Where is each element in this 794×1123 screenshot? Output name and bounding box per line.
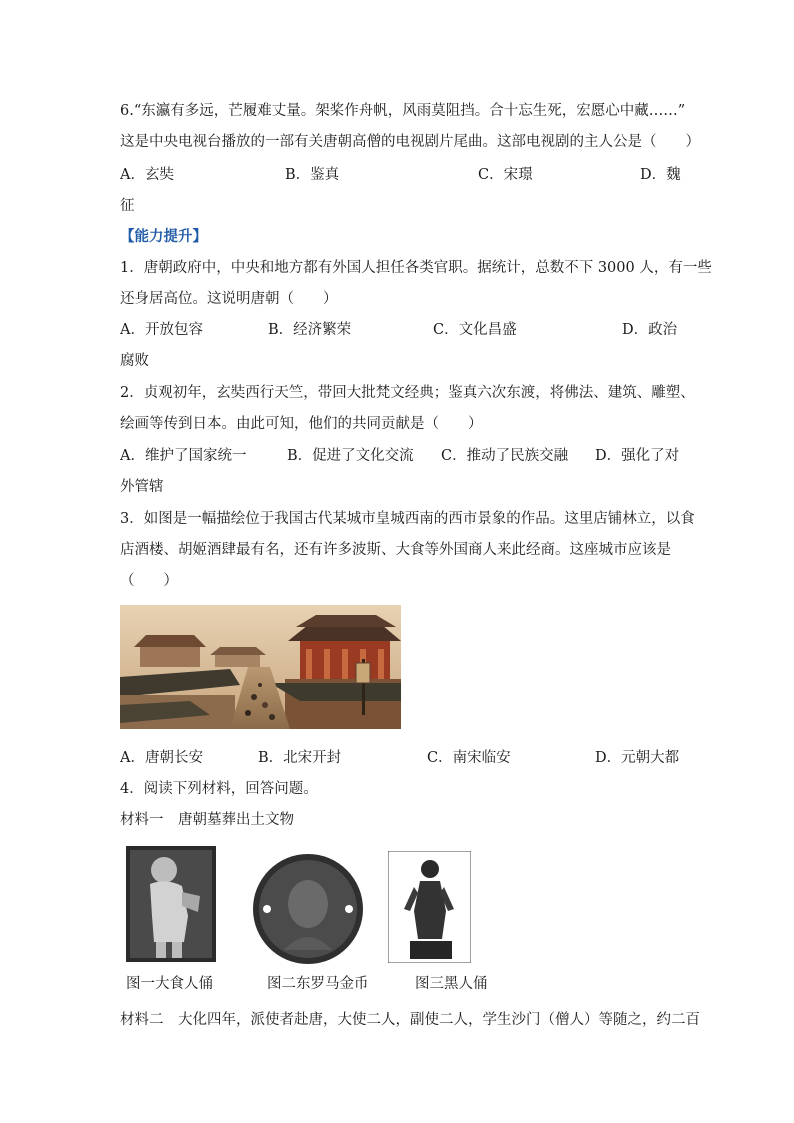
figure2-caption: 图二东罗马金币 [267, 976, 369, 992]
q1-stem-line1: 1．唐朝政府中，中央和地方都有外国人担任各类官职。据统计，总数不下 3000 人，有一些 [120, 260, 712, 276]
west-market-painting [120, 605, 401, 729]
q4-stem: 4．阅读下列材料，回答问题。 [120, 781, 318, 797]
q6-stem-line1: 6.“东瀛有多远，芒履难丈量。架桨作舟帆，风雨莫阻挡。合十忘生死，宏愿心中藏……” [120, 103, 686, 119]
q2-option-b: B．促进了文化交流 [287, 448, 414, 464]
q6-option-a: A．玄奘 [120, 167, 174, 183]
q3-option-c: C．南宋临安 [427, 750, 511, 766]
q3-option-d: D．元朝大都 [595, 750, 680, 766]
q2-option-d-wrap: 外管辖 [120, 479, 164, 495]
q4-material2-text: 材料二 大化四年，派使者赴唐，大使二人，副使二人，学生沙门（僧人）等随之，约二百 [120, 1012, 700, 1028]
q3-option-a: A．唐朝长安 [120, 750, 203, 766]
q3-option-b: B．北宋开封 [258, 750, 342, 766]
q6-option-b: B．鉴真 [285, 167, 340, 183]
black-figurine-image [388, 851, 471, 963]
q6-option-d-wrap: 征 [120, 198, 135, 214]
q6-option-d: D．魏 [640, 167, 681, 183]
q3-stem-line2: 店酒楼、胡姬酒肆最有名，还有许多波斯、大食等外国商人来此经商。这座城市应该是 [120, 542, 671, 558]
figure1-caption: 图一大食人俑 [126, 976, 213, 992]
dashi-figurine-image [126, 846, 216, 962]
q2-option-a: A．维护了国家统一 [120, 448, 247, 464]
q2-stem-line1: 2．贞观初年，玄奘西行天竺，带回大批梵文经典；鉴真六次东渡，将佛法、建筑、雕塑、 [120, 385, 695, 401]
q1-option-a: A．开放包容 [120, 322, 203, 338]
q2-stem-line2: 绘画等传到日本。由此可知，他们的共同贡献是（ ） [120, 416, 483, 432]
byzantine-gold-coin-image [251, 852, 366, 966]
q6-option-c: C．宋璟 [478, 167, 533, 183]
q1-option-b: B．经济繁荣 [268, 322, 352, 338]
q3-stem-line3: （ ） [120, 573, 178, 589]
q3-stem-line1: 3．如图是一幅描绘位于我国古代某城市皇城西南的西市景象的作品。这里店铺林立，以食 [120, 511, 695, 527]
q2-option-c: C．推动了民族交融 [441, 448, 569, 464]
q1-option-d-wrap: 腐败 [120, 353, 149, 369]
q1-option-d: D．政治 [622, 322, 678, 338]
figure3-caption: 图三黑人俑 [415, 976, 488, 992]
q1-stem-line2: 还身居高位。这说明唐朝（ ） [120, 291, 338, 307]
q1-option-c: C．文化昌盛 [433, 322, 517, 338]
q6-stem-line2: 这是中央电视台播放的一部有关唐朝高僧的电视剧片尾曲。这部电视剧的主人公是（ ） [120, 134, 700, 150]
q2-option-d: D．强化了对 [595, 448, 680, 464]
q4-material1-title: 材料一 唐朝墓葬出土文物 [120, 812, 294, 828]
section-heading: 【能力提升】 [120, 228, 207, 245]
